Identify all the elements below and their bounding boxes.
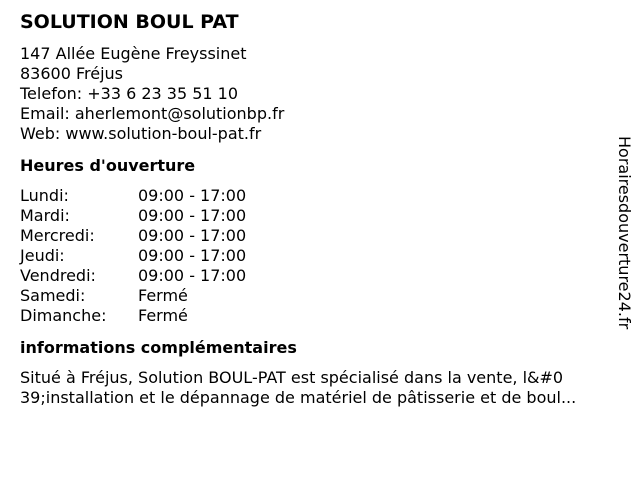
hours-day: Samedi: [20,286,86,305]
opening-hours-table [20,186,610,326]
additional-info-line-2: 39;installation et le dépannage de matériel de pâtisserie et de boul... [20,388,577,407]
hours-time: Fermé [138,306,188,325]
email-address: Email: aherlemont@solutionbp.fr [20,104,285,123]
phone-number: Telefon: +33 6 23 35 51 10 [20,84,239,103]
hours-row-sunday [20,306,610,326]
additional-info-heading: informations complémentaires [20,338,297,357]
address-line-street: 147 Allée Eugène Freyssinet [20,44,247,63]
address-line-city: 83600 Fréjus [20,64,124,83]
hours-row-wednesday [20,226,610,246]
additional-info-line-1: Situé à Fréjus, Solution BOUL-PAT est spécialisé dans la vente, l&#0 [20,368,564,387]
hours-time: 09:00 - 17:00 [138,246,247,265]
site-watermark-label: Horairesdouverture24.fr [615,136,634,330]
hours-row-thursday [20,246,610,266]
hours-day: Mercredi: [20,226,95,245]
website-url: Web: www.solution-boul-pat.fr [20,124,262,143]
hours-time: 09:00 - 17:00 [138,226,247,245]
hours-row-saturday [20,286,610,306]
hours-time: 09:00 - 17:00 [138,206,247,225]
hours-row-tuesday [20,206,610,226]
hours-time: 09:00 - 17:00 [138,186,247,205]
business-card [20,10,610,408]
hours-day: Jeudi: [20,246,65,265]
hours-time: 09:00 - 17:00 [138,266,247,285]
opening-hours-heading: Heures d'ouverture [20,156,196,175]
hours-day: Dimanche: [20,306,107,325]
hours-row-monday [20,186,610,206]
hours-day: Mardi: [20,206,70,225]
hours-time: Fermé [138,286,188,305]
hours-row-friday [20,266,610,286]
hours-day: Vendredi: [20,266,96,285]
hours-day: Lundi: [20,186,69,205]
business-name: SOLUTION BOUL PAT [20,11,239,33]
